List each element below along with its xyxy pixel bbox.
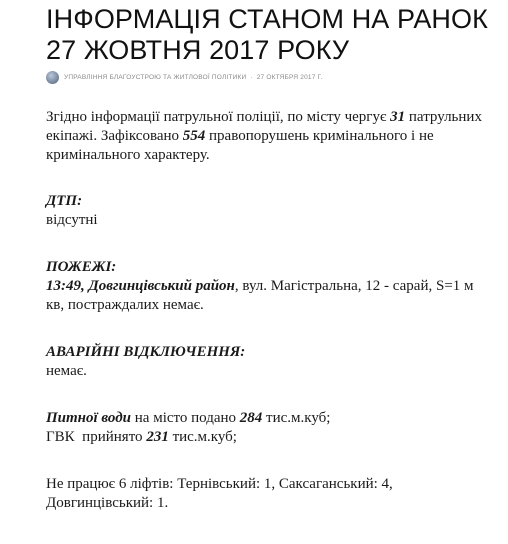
- water-label: Питної води: [46, 410, 132, 426]
- fires-heading: ПОЖЕЖІ:: [46, 259, 117, 275]
- outages-value: немає.: [46, 363, 87, 379]
- gvk-label: ГВК прийнято: [46, 429, 147, 445]
- article-meta: [46, 68, 322, 86]
- fires-section: [46, 258, 486, 315]
- fire-time-district: 13:49, Довгинцівський район: [46, 278, 235, 294]
- intro-paragraph: Згідно інформації патрульної поліції, по місту чергує 31 патрульних екіпажі. Зафіксовано 554 правопорушень кримінального і не кримінального характеру.: [46, 109, 482, 163]
- article-body: [46, 108, 486, 513]
- author-avatar[interactable]: [46, 71, 59, 84]
- author-link[interactable]: УПРАВЛІННЯ БЛАГОУСТРОЮ ТА ЖИТЛОВОЇ ПОЛІТИКИ: [64, 73, 247, 81]
- outages-heading: АВАРІЙНІ ВІДКЛЮЧЕННЯ:: [46, 344, 246, 360]
- dtp-section: [46, 192, 486, 230]
- water-received: 231: [146, 429, 169, 445]
- crews-count: 31: [390, 109, 406, 125]
- outages-section: [46, 343, 486, 381]
- fire-details: , вул. Магістральна, 12 - сарай, S=1 м кв, постраждалих немає.: [46, 278, 474, 313]
- title-line-2: 27 ЖОВТНЯ 2017 РОКУ: [46, 35, 350, 65]
- dtp-heading: ДТП:: [46, 193, 83, 209]
- offences-count: 554: [182, 128, 206, 144]
- meta-separator: ·: [250, 73, 253, 81]
- elevators-section: Не працює 6 ліфтів: Тернівський: 1, Саксаганський: 4, Довгинцівський: 1.: [46, 476, 393, 511]
- publish-date: 27 ОКТЯБРЯ 2017 Г.: [256, 73, 323, 81]
- dtp-value: відсутні: [46, 212, 98, 228]
- water-section: Питної води на місто подано 284 тис.м.куб; ГВК прийнято 231 тис.м.куб;: [46, 410, 331, 445]
- water-supplied: 284: [239, 410, 263, 426]
- article-title: [46, 4, 496, 66]
- title-line-1: ІНФОРМАЦІЯ СТАНОМ НА РАНОК: [46, 4, 488, 34]
